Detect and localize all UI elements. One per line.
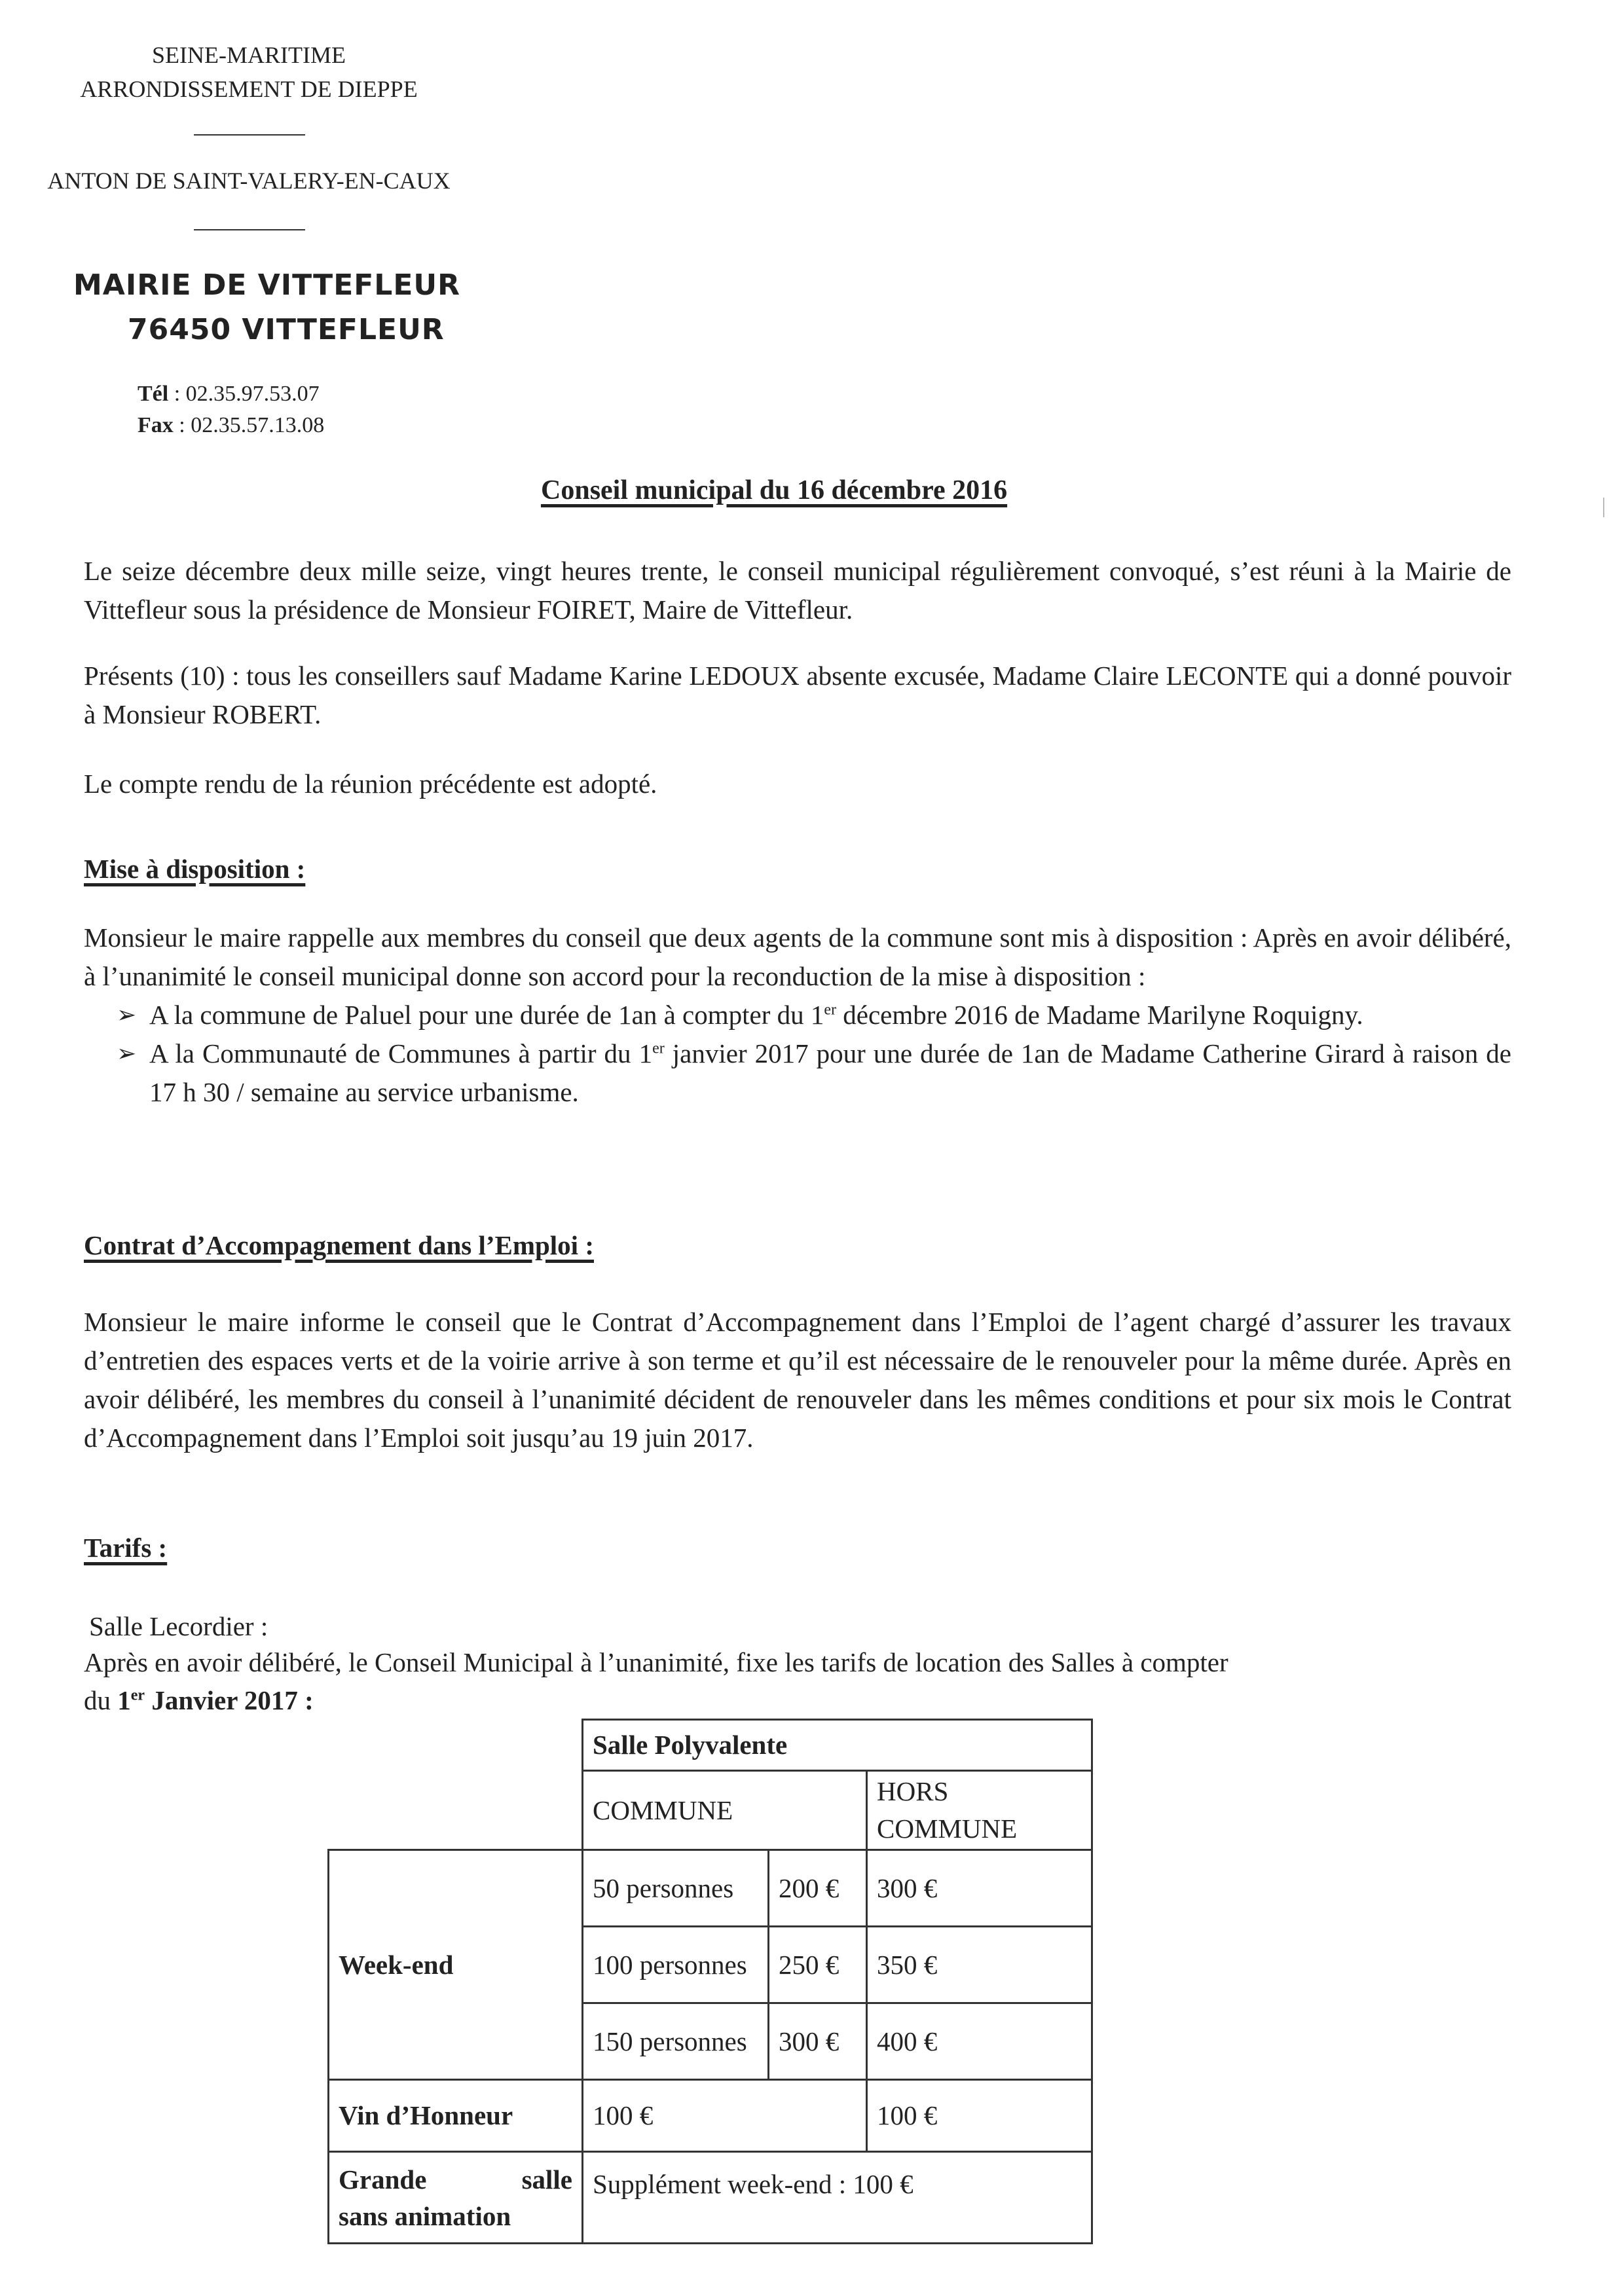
row-header-grande-salle <box>329 2152 583 2244</box>
cae-paragraph: Monsieur le maire informe le conseil que le Contrat d’Accompagnement dans l’Emploi de l’agent chargé d’assurer les travaux d’entretien des espaces verts et de la voirie arrive à son terme et qu’il est nécessaire de le renouveler pour la même durée. Après en avoir délibéré, les membres du conseil à l’unanimité décident de renouveler dans les mêmes conditions et pour six mois le Contrat d’Accompagnement dans l’Emploi soit jusqu’au 19 juin 2017. <box>84 1307 1511 1453</box>
capacity-cell: 50 personnes <box>583 1850 769 1927</box>
mairie-address: 76450 VITTEFLEUR <box>128 313 445 346</box>
tarifs-paragraph: Après en avoir délibéré, le Conseil Municipal à l’unanimité, fixe les tarifs de location des Salles à compter <box>84 1647 1228 1677</box>
price-hors-commune-cell: 400 € <box>867 2003 1092 2080</box>
tel-line <box>138 378 324 410</box>
intro-paragraph: Le seize décembre deux mille seize, vingt heures trente, le conseil municipal régulièrement convoqué, s’est réuni à la Mairie de Vittefleur sous la présidence de Monsieur FOIRET, Maire de Vittefleur. <box>84 556 1511 625</box>
price-commune-cell: 200 € <box>769 1850 867 1927</box>
mise-a-disposition-paragraph <box>84 919 1511 1112</box>
tarifs-table <box>327 1719 1093 2244</box>
fax-label: Fax <box>138 413 174 437</box>
divider <box>194 229 305 230</box>
contact-block <box>138 378 324 441</box>
tel-value: : 02.35.97.53.07 <box>168 382 320 406</box>
table-row <box>329 1720 1092 1771</box>
bullet-text: décembre 2016 de Madame Marilyne Roquigny. <box>836 1000 1363 1030</box>
arrow-bullet-icon: ➢ <box>117 1040 137 1066</box>
superscript: er <box>652 1040 665 1057</box>
date-num: 1 <box>117 1685 131 1715</box>
fax-value: : 02.35.57.13.08 <box>173 413 325 437</box>
header-department: SEINE-MARITIME <box>152 42 346 68</box>
document-title: Conseil municipal du 16 décembre 2016 <box>541 475 1008 505</box>
price-commune-cell: 300 € <box>769 2003 867 2080</box>
bullet-text: A la commune de Paluel pour une durée de 1an à compter du 1 <box>149 1000 824 1030</box>
grande-salle-line <box>339 2161 572 2198</box>
capacity-cell: 150 personnes <box>583 2003 769 2080</box>
presents-paragraph: Présents (10) : tous les conseillers sauf Madame Karine LEDOUX absente excusée, Madame Claire LECONTE qui a donné pouvoir à Monsieur ROBERT. <box>84 661 1511 729</box>
col-header-commune: COMMUNE <box>583 1771 867 1850</box>
supplement-cell: Supplément week-end : 100 € <box>583 2152 1092 2244</box>
label-part: salle <box>521 2164 572 2195</box>
section-heading-tarifs: Tarifs : <box>84 1533 168 1563</box>
capacity-cell: 100 personnes <box>583 1927 769 2003</box>
scan-artifact <box>1603 498 1604 517</box>
table-row <box>329 2152 1092 2244</box>
section-heading-mise-a-disposition: Mise à disposition : <box>84 854 306 884</box>
bullet-text: janvier 2017 pour une durée de 1an de Madame Catherine Girard à raison de 17 h 30 / semaine au service urbanisme. <box>149 1038 1511 1107</box>
mairie-name: MAIRIE DE VITTEFLEUR <box>73 268 461 302</box>
date-rest: Janvier 2017 : <box>145 1685 314 1715</box>
section-heading-cae: Contrat d’Accompagnement dans l’Emploi : <box>84 1230 594 1260</box>
fax-line <box>138 410 324 441</box>
table-row <box>329 1771 1092 1850</box>
price-hors-commune-cell: 300 € <box>867 1850 1092 1927</box>
arrow-bullet-icon: ➢ <box>117 1002 137 1028</box>
table-row <box>329 1850 1092 1927</box>
label-part: sans animation <box>339 2200 511 2231</box>
label-part: Grande <box>339 2164 427 2195</box>
row-header-weekend: Week-end <box>329 1850 583 2080</box>
header-arrondissement: ARRONDISSEMENT DE DIEPPE <box>80 76 418 102</box>
price-hors-commune-cell: 100 € <box>867 2080 1092 2152</box>
header-canton: ANTON DE SAINT-VALERY-EN-CAUX <box>47 168 451 194</box>
salle-lecordier-label: Salle Lecordier : <box>89 1611 268 1641</box>
superscript: er <box>824 1001 837 1019</box>
tel-label: Tél <box>138 382 169 406</box>
superscript: er <box>130 1686 145 1704</box>
col-header-hors-commune: HORS COMMUNE <box>867 1771 1092 1850</box>
empty-cell <box>329 1720 583 1771</box>
bullet-item <box>84 996 1511 1034</box>
bullet-item <box>84 1034 1511 1112</box>
divider <box>194 134 305 136</box>
tarifs-date <box>84 1681 314 1720</box>
empty-cell <box>329 1771 583 1850</box>
table-row <box>329 2080 1092 2152</box>
date-prefix: du <box>84 1685 118 1715</box>
mise-a-disposition-text: Monsieur le maire rappelle aux membres du conseil que deux agents de la commune sont mis à disposition : Après en avoir délibéré, à l’unanimité le conseil municipal donne son accord pour la reconduction de la mise à disposition : <box>84 922 1511 991</box>
price-commune-cell: 100 € <box>583 2080 867 2152</box>
row-header-vin-d-honneur: Vin d’Honneur <box>329 2080 583 2152</box>
compte-rendu-paragraph: Le compte rendu de la réunion précédente est adopté. <box>84 769 657 799</box>
table-title-cell: Salle Polyvalente <box>583 1720 1092 1771</box>
price-commune-cell: 250 € <box>769 1927 867 2003</box>
bullet-text: A la Communauté de Communes à partir du 1 <box>149 1038 653 1068</box>
price-hors-commune-cell: 350 € <box>867 1927 1092 2003</box>
